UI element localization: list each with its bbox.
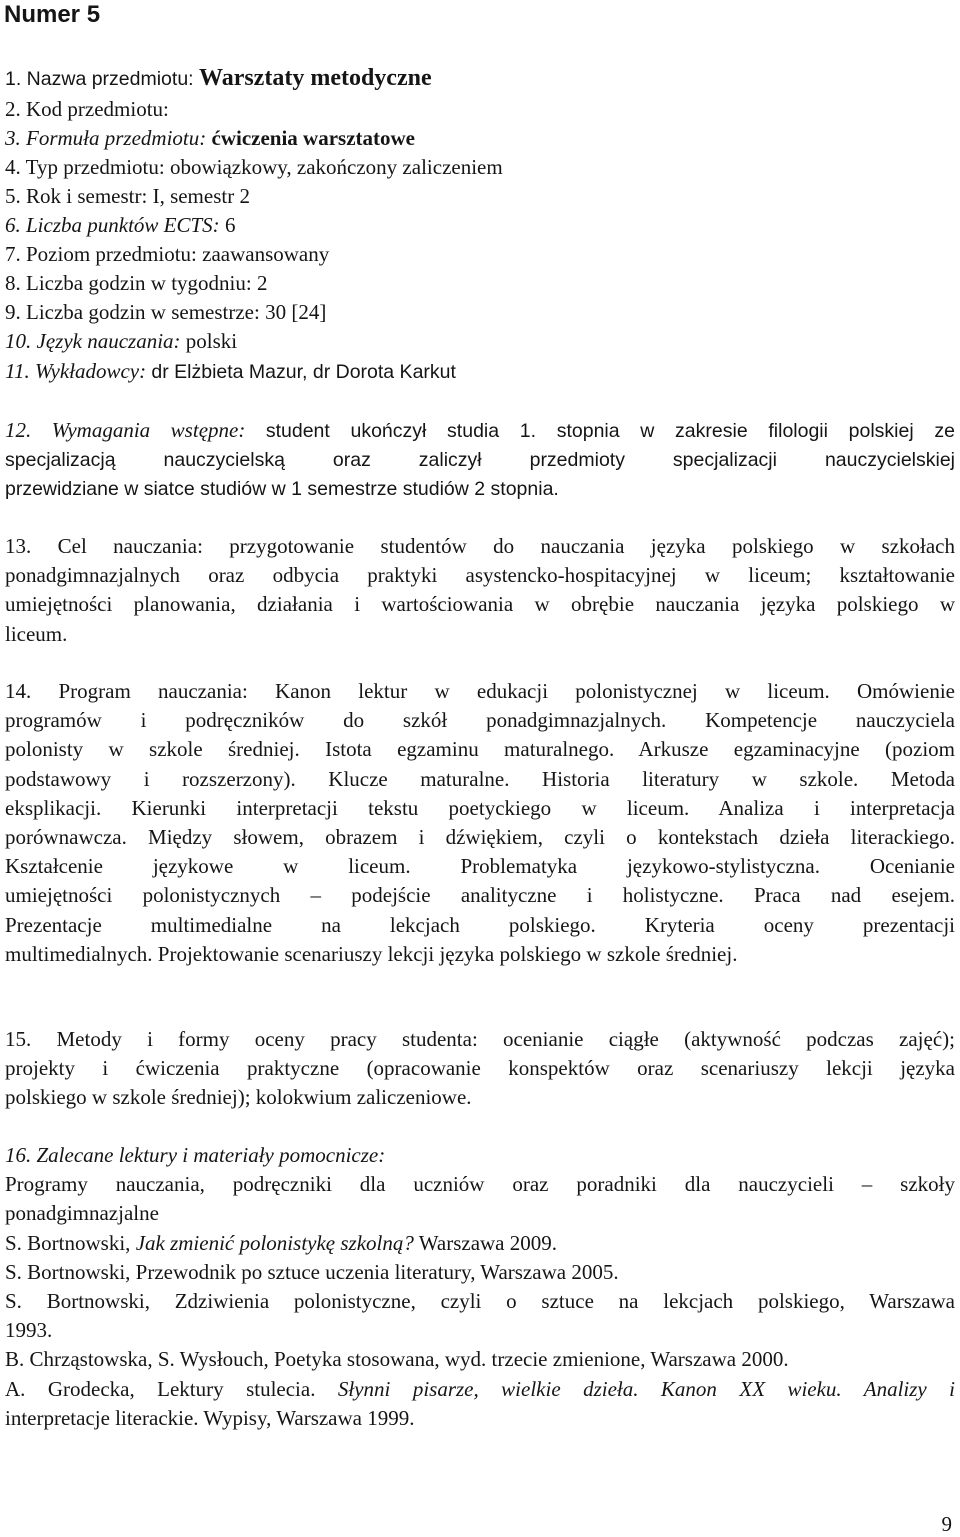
item-1 [5,64,432,93]
item-10 [5,327,237,355]
section-12 [5,416,955,505]
item-8: 8. Liczba godzin w tygodniu: 2 [5,271,268,295]
section-13-line-2: ponadgimnazjalnych oraz odbycia praktyki asystencko-hospitacyjnej w liceum; kształtowanie [5,563,955,588]
section-14-line: Kształcenie językowe w liceum. Problematyka językowo-stylistyczna. Ocenianie [5,854,955,879]
item-11-label: 11. Wykładowcy: [5,359,152,383]
section-14-line: podstawowy i rozszerzony). Klucze maturalne. Historia literatury w szkole. Metoda [5,766,955,791]
reference-5-line-2: interpretacje literackie. Wypisy, Warszawa 1999. [5,1405,415,1430]
section-15 [5,1025,955,1113]
item-6-label: 6. Liczba punktów ECTS: [5,213,225,237]
document-title: Numer 5 [4,1,101,28]
section-13-line-4: liceum. [5,621,68,646]
item-10-label: 10. Język nauczania: [5,329,186,353]
section-12-line-2: specjalizacją nauczycielską oraz zaliczył przedmioty specjalizacji nauczycielskiej [5,449,955,472]
section-14-line: multimedialnych. Projektowanie scenariuszy lekcji języka polskiego w szkole średniej. [5,941,738,966]
section-12-line-3: przewidziane w siatce studiów w 1 semestrze studiów 2 stopnia. [5,478,559,501]
section-14-line: porównawcza. Między słowem, obrazem i dźwiękiem, czyli o kontekstach dzieła literackiego. [5,825,955,850]
section-14-line: polonisty w szkole średniej. Istota egzaminu maturalnego. Arkusze egzaminacyjne (poziom [5,737,955,762]
item-3-value: ćwiczenia warsztatowe [211,126,415,150]
section-14-line: Prezentacje multimedialne na lekcjach polskiego. Kryteria oceny prezentacji [5,912,955,937]
section-16-heading: 16. Zalecane lektury i materiały pomocnicze: [5,1143,386,1167]
section-14-line: eksplikacji. Kierunki interpretacji tekstu poetyckiego w liceum. Analiza i interpretacja [5,795,955,820]
section-15-line: 15. Metody i formy oceny pracy studenta: ocenianie ciągłe (aktywność podczas zajęć); [5,1027,955,1051]
item-3 [5,124,415,152]
item-3-label: 3. Formuła przedmiotu: [5,126,212,150]
item-11 [5,357,456,386]
section-12-line-1: 12. Wymagania wstępne: student ukończył studia 1. stopnia w zakresie filologii polskiej ze [5,418,955,442]
reference-2: S. Bortnowski, Przewodnik po sztuce uczenia literatury, Warszawa 2005. [5,1259,619,1284]
item-6-value: 6 [224,213,236,237]
item-2 [5,95,169,123]
section-14-line: programów i podręczników do szkół ponadgimnazjalnych. Kompetencje nauczyciela [5,708,955,733]
section-14 [5,677,955,969]
section-16-programs-line-1: Programy nauczania, podręczniki dla uczniów oraz poradniki dla nauczycieli – szkoły [5,1172,955,1197]
reference-5-line-1: A. Grodecka, Lektury stulecia. Słynni pisarze, wielkie dzieła. Kanon XX wieku. Analizy i [5,1376,955,1401]
section-15-line: projekty i ćwiczenia praktyczne (opracowanie konspektów oraz scenariuszy lekcji języka [5,1056,955,1081]
reference-1: S. Bortnowski, Jak zmienić polonistykę szkolną? Warszawa 2009. [5,1230,557,1255]
item-11-value: dr Elżbieta Mazur, dr Dorota Karkut [151,361,456,383]
section-15-line: polskiego w szkole średniej); kolokwium zaliczeniowe. [5,1085,472,1110]
section-16-programs-line-2: ponadgimnazjalne [5,1201,159,1226]
item-6 [5,211,235,239]
page-number: 9 [941,1512,952,1536]
item-10-value: polski [185,329,238,353]
item-2-label: 2. Kod przedmiotu: [5,97,169,121]
reference-3-line-1: S. Bortnowski, Zdziwienia polonistyczne, czyli o sztuce na lekcjach polskiego, Warszawa [5,1289,955,1314]
item-5: 5. Rok i semestr: I, semestr 2 [5,184,250,208]
item-1-label: 1. Nazwa przedmiotu: [5,68,200,90]
reference-4: B. Chrząstowska, S. Wysłouch, Poetyka stosowana, wyd. trzecie zmienione, Warszawa 2000. [5,1347,789,1372]
section-14-line: umiejętności polonistycznych – podejście analityczne i holistyczne. Praca nad esejem. [5,883,955,908]
item-7: 7. Poziom przedmiotu: zaawansowany [5,242,330,266]
section-13-line-3: umiejętności planowania, działania i wartościowania w obrębie nauczania języka polskiego w [5,592,955,617]
section-13 [5,532,955,649]
section-12-label: 12. Wymagania wstępne: [5,418,266,442]
item-1-value: Warsztaty metodyczne [199,65,432,91]
reference-3-line-2: 1993. [5,1318,53,1343]
section-13-line-1: 13. Cel nauczania: przygotowanie studentów do nauczania języka polskiego w szkołach [5,534,955,558]
item-9: 9. Liczba godzin w semestrze: 30 [24] [5,300,327,324]
section-16 [5,1141,955,1433]
section-14-line: 14. Program nauczania: Kanon lektur w edukacji polonistycznej w liceum. Omówienie [5,679,955,703]
item-4: 4. Typ przedmiotu: obowiązkowy, zakończony zaliczeniem [5,155,503,179]
